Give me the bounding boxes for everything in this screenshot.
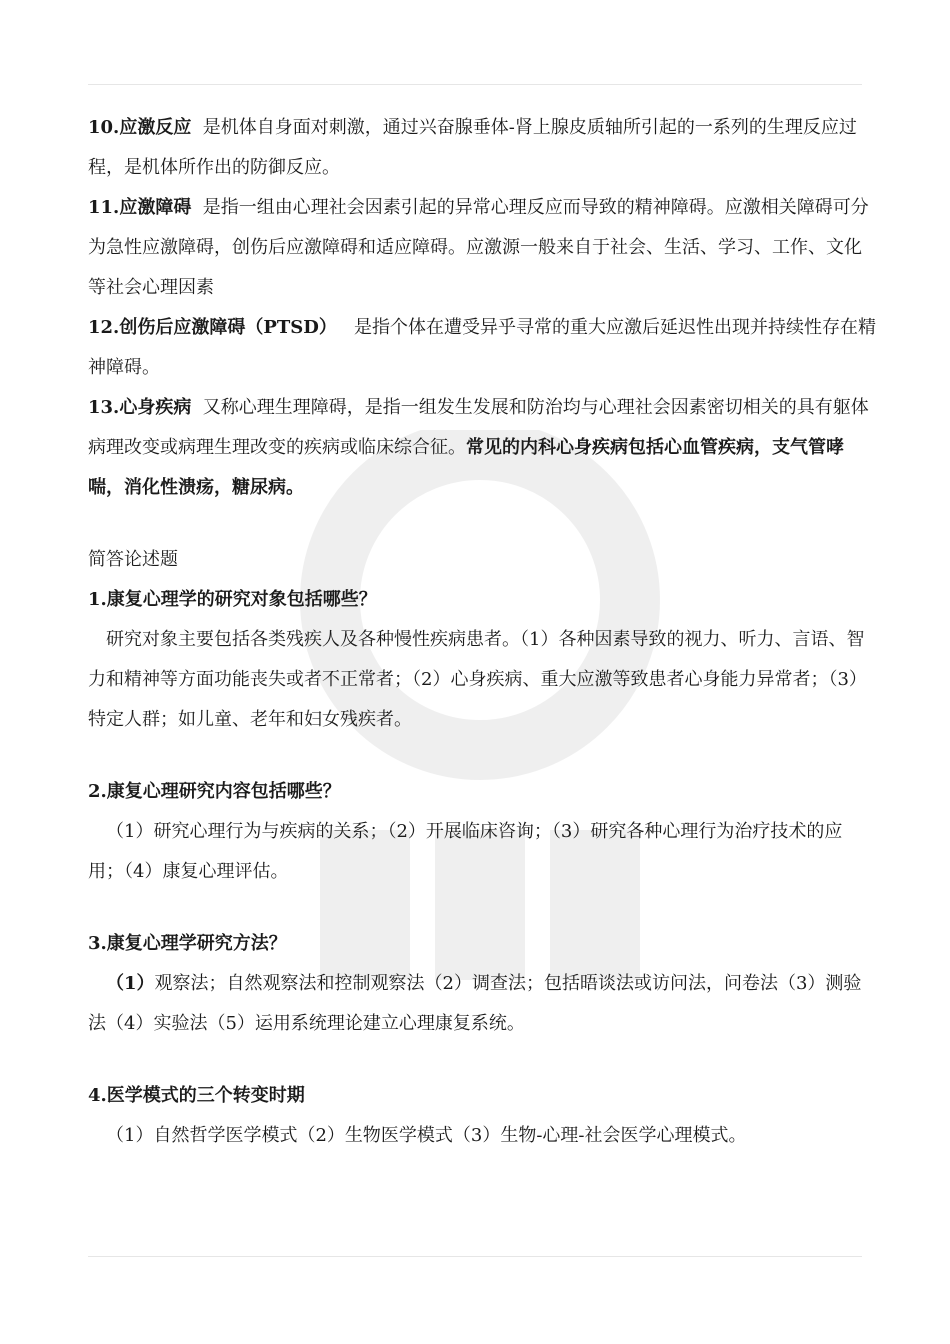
term-11 [88, 188, 878, 308]
term-title: 13.心身疾病 [88, 397, 192, 418]
term-title: 12.创伤后应激障碍（PTSD） [88, 317, 337, 338]
term-definition: 是指个体在遭受异乎寻常的重大应激后延迟性出现并持续性存在精神障碍。 [88, 317, 877, 378]
section-title: 简答论述题 [88, 549, 178, 570]
document-body [88, 108, 878, 1156]
answer-text: （1）研究心理行为与疾病的关系；（2）开展临床咨询；（3）研究各种心理行为治疗技术的应用；（4）康复心理评估。 [88, 821, 843, 882]
question-3-answer [88, 964, 878, 1044]
term-definition: 又称心理生理障碍，是指一组发生发展和防治均与心理社会因素密切相关的具有躯体病理改变或病理生理改变的疾病或临床综合征。 [88, 397, 869, 458]
term-title: 11.应激障碍 [88, 197, 192, 218]
top-divider [88, 84, 862, 85]
question-2-answer [88, 812, 878, 892]
answer-text: 研究对象主要包括各类残疾人及各种慢性疾病患者。（1）各种因素导致的视力、听力、言语、智力和精神等方面功能丧失或者不正常者；（2）心身疾病、重大应激等致患者心身能力异常者；（3）特定人群；如儿童、老年和妇女残疾者。 [88, 629, 867, 730]
answer-text: 观察法；自然观察法和控制观察法（2）调查法；包括晤谈法或访问法，问卷法（3）测验法（4）实验法（5）运用系统理论建立心理康复系统。 [88, 973, 862, 1034]
question-4-title: 4.医学模式的三个转变时期 [88, 1085, 305, 1106]
answer-lead: （1） [106, 973, 155, 994]
bottom-divider [88, 1256, 862, 1257]
question-1-answer [88, 620, 878, 740]
question-3-title: 3.康复心理学研究方法？ [88, 933, 287, 954]
term-13 [88, 388, 878, 508]
term-title: 10.应激反应 [88, 117, 192, 138]
term-definition: 是机体自身面对刺激，通过兴奋腺垂体-肾上腺皮质轴所引起的一系列的生理反应过程，是机体所作出的防御反应。 [88, 117, 857, 178]
question-1-title: 1.康复心理学的研究对象包括哪些？ [88, 589, 377, 610]
term-12 [88, 308, 878, 388]
term-emphasis: 常见的内科心身疾病包括心血管疾病，支气管哮喘，消化性溃疡，糖尿病。 [88, 437, 844, 498]
term-10 [88, 108, 878, 188]
term-definition: 是指一组由心理社会因素引起的异常心理反应而导致的精神障碍。应激相关障碍可分为急性应激障碍，创伤后应激障碍和适应障碍。应激源一般来自于社会、生活、学习、工作、文化等社会心理因素 [88, 197, 869, 298]
answer-text: （1）自然哲学医学模式（2）生物医学模式（3）生物-心理-社会医学心理模式。 [106, 1125, 747, 1146]
question-4-answer [88, 1116, 878, 1156]
question-2-title: 2.康复心理研究内容包括哪些？ [88, 781, 341, 802]
